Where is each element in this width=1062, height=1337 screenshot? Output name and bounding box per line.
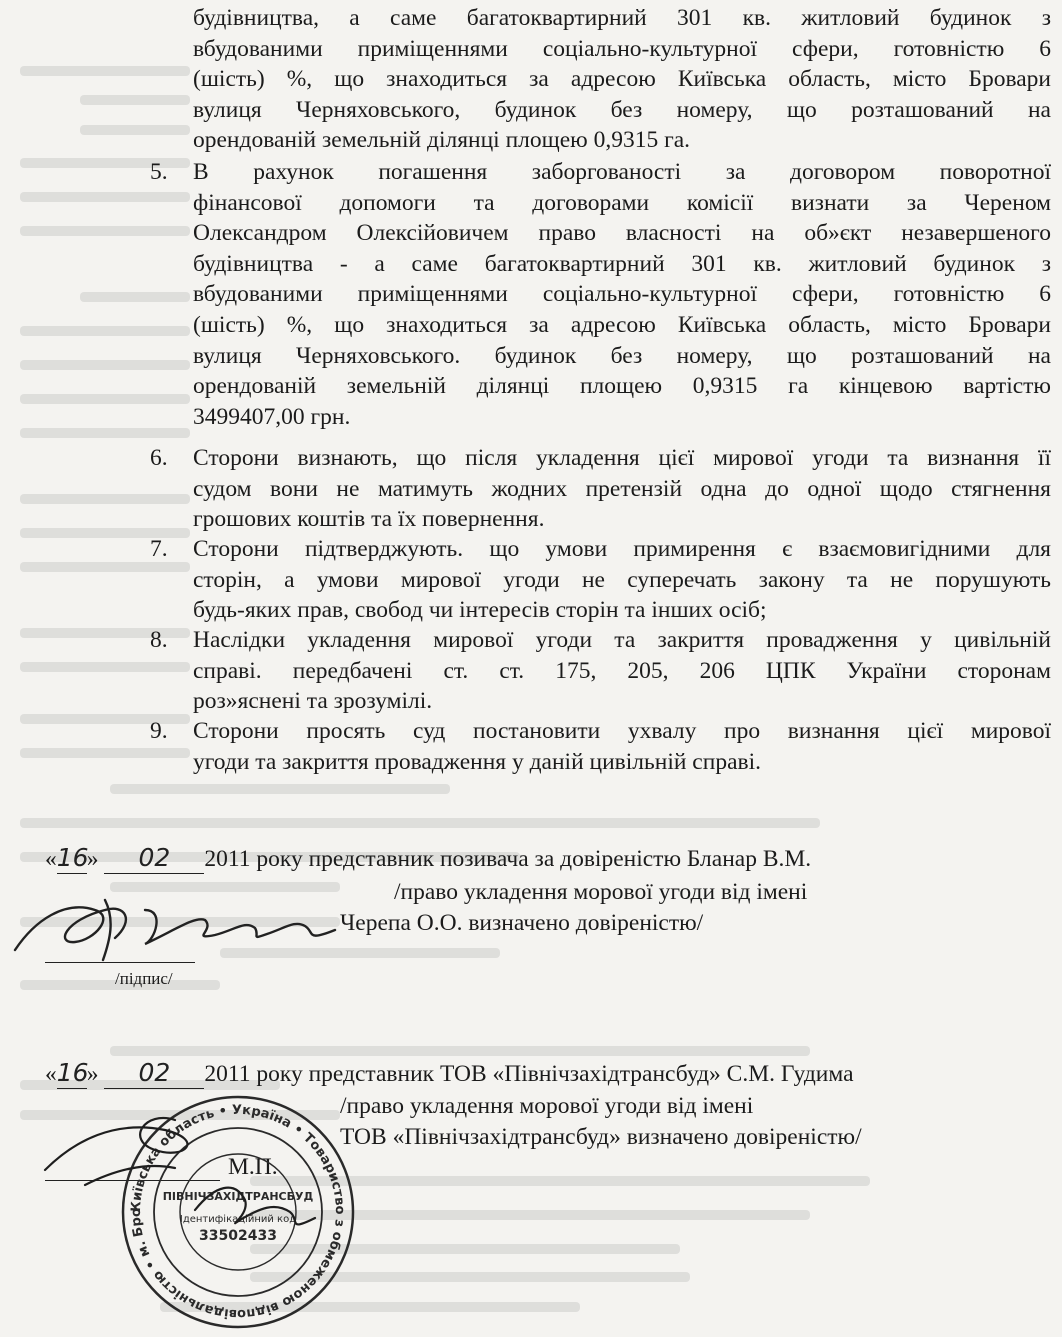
signature-1-scribble [5,880,345,970]
text-line: судом вони не матимуть жодних претензій одна до одної щодо стягнення [193,475,1051,502]
text-line: будівництва, а саме багатоквартирний 301 кв. житловий будинок з [193,5,1051,31]
text-line: вбудованими приміщеннями соціально-культурної сфери, готовністю 6 [193,281,1051,308]
text-line: Сторони підтверджують. що умови примирення є взаємовигідними для [193,536,1051,562]
signature-2-text: 2011 року представник ТОВ «Північзахідтрансбуд» С.М. Гудима [204,1061,854,1087]
text-line: орендованій земельній ділянці площею 0,9315 га. [193,127,691,154]
signature-1-text: 2011 року представник позивача за довіреністю Бланар В.М. [204,846,812,872]
text-line: Сторони визнають, що після укладення цієї мирової угоди та визнання її [193,445,1051,471]
text-line: роз»яснені та зрозумілі. [193,688,433,715]
signature-2-month: 02 [104,1058,204,1089]
signature-1-note-2: Черепа О.О. визначено довіреністю/ [340,910,704,936]
text-line: 3499407,00 грн. [193,403,351,430]
text-line: сторін, а умови мирової угоди не суперечать закону та не порушують [193,566,1051,593]
text-line: справі. передбачені ст. ст. 175, 205, 206 ЦПК України сторонам [193,657,1051,684]
signature-2-date-line: «16» 02 2011 року представник ТОВ «Північзахідтрансбуд» С.М. Гудима [45,1058,854,1087]
clause-number: 5. [150,159,168,185]
signature-1-scribble-icon [5,880,345,970]
svg-text:Ідентифікаційний код: Ідентифікаційний код [179,1214,297,1225]
text-line: В рахунок погашення заборгованості за договором поворотної [193,159,1051,185]
text-line: Сторони просять суд постановити ухвалу про визнання цієї мирової [193,718,1051,744]
text-line: Олександром Олексійовичем право власності на об»єкт незавершеного [193,220,1051,247]
clause-4-continuation [193,3,1051,156]
clause-number: 6. [150,445,168,471]
clause-6 [193,443,1051,535]
text-line: грошових коштів та їх повернення. [193,506,545,533]
clause-number: 7. [150,536,168,562]
text-line: (шість) %, що знаходиться за адресою Київська область, місто Бровари [193,311,1051,338]
signature-1-day: 16 [56,843,89,872]
signature-2-scribble-icon [25,1090,335,1260]
text-line: вулиця Черняховського. будинок без номеру, що розташований на [193,342,1051,369]
signature-2-note-2: ТОВ «Північзахідтрансбуд» визначено довіреністю/ [340,1124,862,1150]
svg-text:33502433: 33502433 [199,1228,277,1244]
clause-number: 8. [150,627,168,653]
signature-1-month: 02 [104,843,204,874]
signature-2-day: 16 [56,1058,89,1087]
text-line: (шість) %, що знаходиться за адресою Київська область, місто Бровари [193,66,1051,93]
svg-text:ПІВНІЧЗАХІДТРАНСБУД: ПІВНІЧЗАХІДТРАНСБУД [162,1190,314,1203]
stamp-placeholder-label: М.П. [228,1154,278,1180]
text-line: будівництва - а саме багатоквартирний 301 кв. житловий будинок з [193,250,1051,277]
signature-2-scribble [25,1090,335,1260]
signature-2-note-1: /право укладення морової угоди від імені [340,1093,754,1119]
text-line: фінансової допомоги та договорами комісії визнати за Череном [193,189,1051,216]
clause-number: 9. [150,718,168,744]
text-line: вулиця Черняховського, будинок без номеру, що розташований на [193,96,1051,123]
clause-8 [193,625,1051,717]
signature-1-date-line: «16» 02 2011 року представник позивача за довіреністю Бланар В.М. [45,843,812,872]
text-line: вбудованими приміщеннями соціально-культурної сфери, готовністю 6 [193,35,1051,62]
text-line: угоди та закриття провадження у даній цивільній справі. [193,748,761,775]
signature-1-line [45,962,195,963]
text-line: орендованій земельній ділянці площею 0,9315 га кінцевою вартістю [193,373,1051,400]
clause-7 [193,534,1051,626]
clause-9 [193,716,1051,777]
signature-1-sign-label: /підпис/ [115,969,173,988]
svg-text:Київська область • Україна • Т: Київська область • Україна • Товариство з обмеженою відповідальністю • м. Бро [128,1102,348,1322]
signature-1-note-1: /право укладення морової угоди від імені [394,879,808,905]
clause-5 [193,157,1051,432]
text-line: будь-яких прав, свобод чи інтересів сторін та інших осіб; [193,597,767,624]
text-line: Наслідки укладення мирової угоди та закриття провадження у цивільній [193,627,1051,653]
